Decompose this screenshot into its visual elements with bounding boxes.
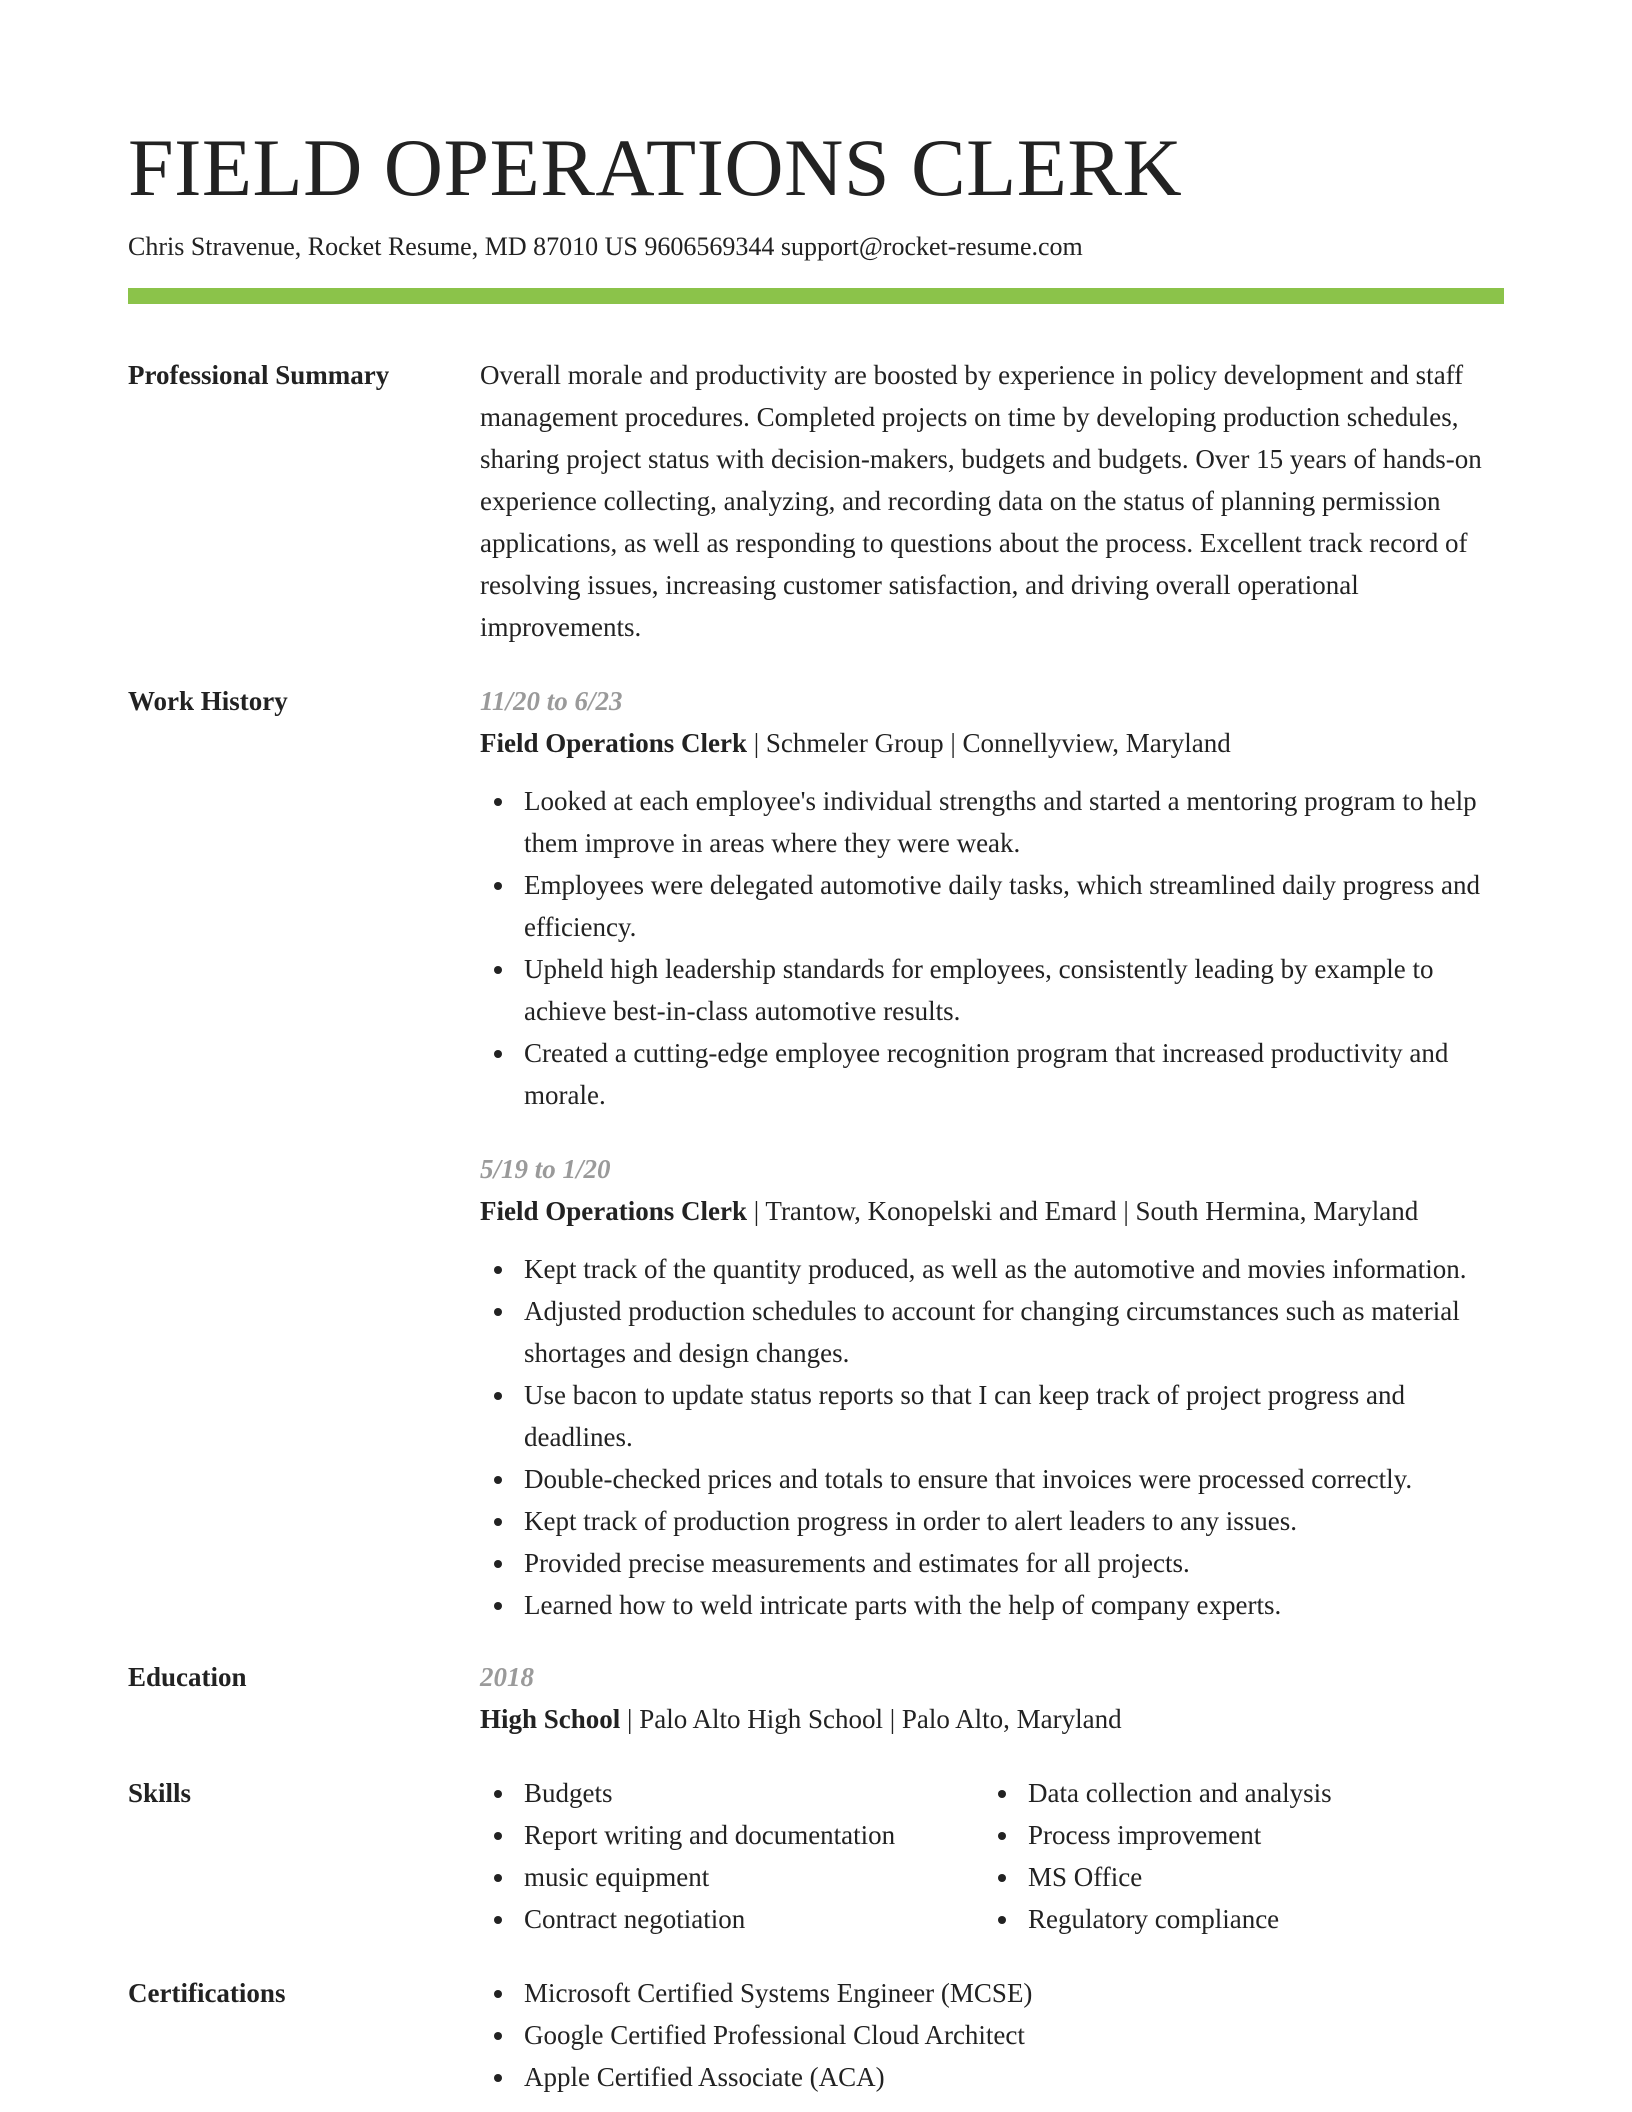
education-heading: [480, 1698, 1504, 1740]
education-degree: High School: [480, 1704, 621, 1734]
job-details: | Schmeler Group | Connellyview, Maryland: [746, 728, 1231, 758]
list-item: Microsoft Certified Systems Engineer (MCSE): [480, 1972, 1504, 2014]
list-item: Data collection and analysis: [984, 1772, 1488, 1814]
list-item: Kept track of the quantity produced, as well as the automotive and movies information.: [480, 1248, 1504, 1290]
job-bullets: [480, 780, 1504, 1116]
section-work-history: [128, 680, 1504, 1626]
job-details: | Trantow, Konopelski and Emard | South Hermina, Maryland: [746, 1196, 1419, 1226]
list-item: Regulatory compliance: [984, 1898, 1488, 1940]
job-heading: [480, 722, 1504, 764]
resume-page: [128, 118, 1504, 2098]
section-skills: [128, 1772, 1504, 1940]
section-label: Certifications: [128, 1978, 286, 2008]
list-item: Created a cutting-edge employee recognition program that increased productivity and morale.: [480, 1032, 1504, 1116]
section-label: Education: [128, 1662, 247, 1692]
list-item: Contract negotiation: [480, 1898, 984, 1940]
education-date: 2018: [480, 1662, 534, 1692]
list-item: Adjusted production schedules to account for changing circumstances such as material shortages and design changes.: [480, 1290, 1504, 1374]
job-title: Field Operations Clerk: [480, 1196, 747, 1226]
list-item: Double-checked prices and totals to ensure that invoices were processed correctly.: [480, 1458, 1504, 1500]
section-education: [128, 1656, 1504, 1740]
section-label: Skills: [128, 1778, 192, 1808]
resume-title: FIELD OPERATIONS CLERK: [128, 122, 1183, 213]
list-item: Provided precise measurements and estimates for all projects.: [480, 1542, 1504, 1584]
list-item: Learned how to weld intricate parts with the help of company experts.: [480, 1584, 1504, 1626]
skills-column-right: [984, 1772, 1488, 1940]
list-item: Apple Certified Associate (ACA): [480, 2056, 1504, 2098]
list-item: Kept track of production progress in order to alert leaders to any issues.: [480, 1500, 1504, 1542]
job-date: 5/19 to 1/20: [480, 1154, 611, 1184]
job-entry: [480, 1148, 1504, 1626]
skills-column-left: [480, 1772, 984, 1940]
job-date: 11/20 to 6/23: [480, 686, 623, 716]
list-item: music equipment: [480, 1856, 984, 1898]
list-item: Employees were delegated automotive daily tasks, which streamlined daily progress and efficiency.: [480, 864, 1504, 948]
job-bullets: [480, 1248, 1504, 1626]
job-heading: [480, 1190, 1504, 1232]
summary-text: Overall morale and productivity are boosted by experience in policy development and staff management procedures. Completed projects on time by developing production schedules, sharing project status with decision-makers, budgets and budgets. Over 15 years of hands-on experience collecting, analyzing, and recording data on the status of planning permission applications, as well as responding to questions about the process. Excellent track record of resolving issues, increasing customer satisfaction, and driving overall operational improvements.: [480, 360, 1482, 642]
list-item: Budgets: [480, 1772, 984, 1814]
list-item: Process improvement: [984, 1814, 1488, 1856]
job-entry: [480, 680, 1504, 1116]
accent-divider: [128, 288, 1504, 304]
section-label: Work History: [128, 686, 288, 716]
list-item: Looked at each employee's individual strengths and started a mentoring program to help them improve in areas where they were weak.: [480, 780, 1504, 864]
list-item: Google Certified Professional Cloud Architect: [480, 2014, 1504, 2056]
section-certifications: [128, 1972, 1504, 2098]
list-item: Upheld high leadership standards for employees, consistently leading by example to achieve best-in-class automotive results.: [480, 948, 1504, 1032]
section-label: Professional Summary: [128, 360, 390, 390]
contact-line: Chris Stravenue, Rocket Resume, MD 87010 US 9606569344 support@rocket-resume.com: [128, 232, 1083, 261]
education-details: | Palo Alto High School | Palo Alto, Maryland: [620, 1704, 1122, 1734]
list-item: MS Office: [984, 1856, 1488, 1898]
section-professional-summary: [128, 354, 1504, 648]
list-item: Use bacon to update status reports so that I can keep track of project progress and deadlines.: [480, 1374, 1504, 1458]
job-title: Field Operations Clerk: [480, 728, 747, 758]
list-item: Report writing and documentation: [480, 1814, 984, 1856]
